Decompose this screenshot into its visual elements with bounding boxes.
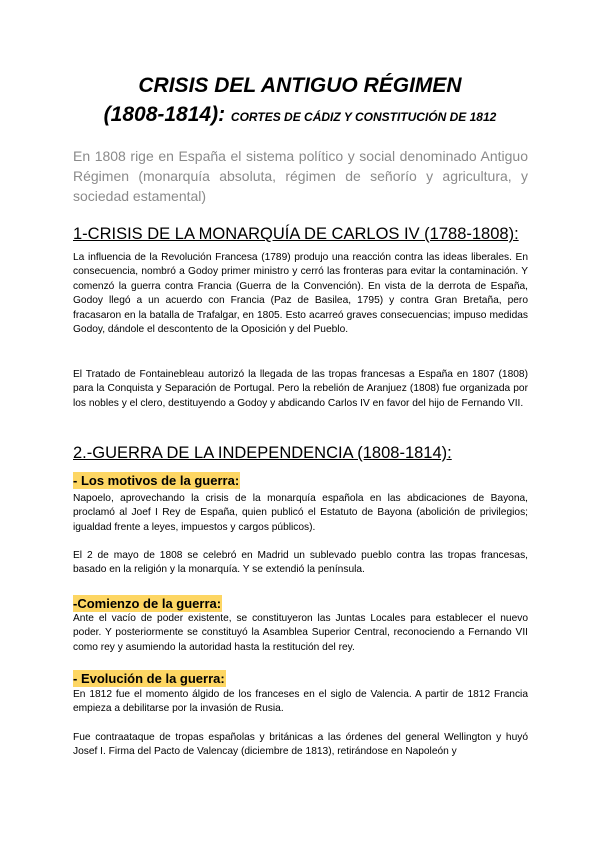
evolucion-paragraph-1: En 1812 fue el momento álgido de los franceses en el siglo de Valencia. A partir de 1812 Francia empieza a debilitarse por la invasión de Rusia. [73,689,528,715]
motivos-highlight-label: - Los motivos de la guerra: [73,473,240,488]
title-years: (1808-1814): [103,103,226,126]
evolucion-highlight-label: - Evolución de la guerra: [73,671,225,686]
document-title-line2 [0,103,600,127]
title-subtitle: CORTES DE CÁDIZ Y CONSTITUCIÓN DE 1812 [230,110,497,124]
evolucion-paragraph-2: Fue contraataque de tropas españolas y británicas a las órdenes del general Wellington y huyó Josef I. Firma del Pacto de Valencay (diciembre de 1813), retirándose en Napoleón y [73,732,528,758]
document-title-line1: CRISIS DEL ANTIGUO RÉGIMEN [138,74,462,97]
motivos-paragraph-1: Napoelo, aprovechando la crisis de la monarquía española en las abdicaciones de Bayona, proclamó al Joef I Rey de España, quien publicó el Estatuto de Bayona (abolición de privilegios; igualdad frente a leyes, impuestos y cargos públicos). [73,493,528,533]
section1-paragraph-1: La influencia de la Revolución Francesa (1789) produjo una reacción contra las ideas liberales. En consecuencia, nombró a Godoy primer ministro y cerró las fronteras para evitar la contaminación. Y comenzó la guerra contra Francia (Guerra de la Convención). En vista de la derrota de España, Godoy llegó a un acuerdo con Francia (Paz de Basilea, 1795) y contra Gran Bretaña, pero fracasaron en la batalla de Trafalgar, en 1805. Esto acarreó graves consecuencias; impuso medidas Godoy, dándole el descontento de la Oposición y del Pueblo. [73,252,528,336]
comienzo-paragraph: Ante el vacío de poder existente, se constituyeron las Juntas Locales para establecer el nuevo poder. Y posteriormente se constituyó la Asamblea Superior Central, reconociendo a Fernando VII como rey y asumiendo la autoridad hasta la restitución del rey. [73,613,528,653]
section2-heading: 2.-GUERRA DE LA INDEPENDENCIA (1808-1814): [73,444,452,462]
section1-heading: 1-CRISIS DE LA MONARQUÍA DE CARLOS IV (1788-1808): [73,225,519,243]
comienzo-highlight-label: -Comienzo de la guerra: [73,596,222,611]
intro-paragraph: En 1808 rige en España el sistema político y social denominado Antiguo Régimen (monarquía absoluta, régimen de señorío y agricultura, y sociedad estamental) [73,148,528,204]
section1-paragraph-2: El Tratado de Fontainebleau autorizó la llegada de las tropas francesas a España en 1807 (1808) para la Conquista y Separación de Portugal. Pero la rebelión de Aranjuez (1808) fue organizada por los nobles y el clero, destituyendo a Godoy y abdicando Carlos IV en favor del hijo de Fernando VII. [73,369,528,409]
motivos-paragraph-2: El 2 de mayo de 1808 se celebró en Madrid un sublevado pueblo contra las tropas francesas, basado en la religión y la monarquía. Y se extendió la península. [73,550,528,576]
